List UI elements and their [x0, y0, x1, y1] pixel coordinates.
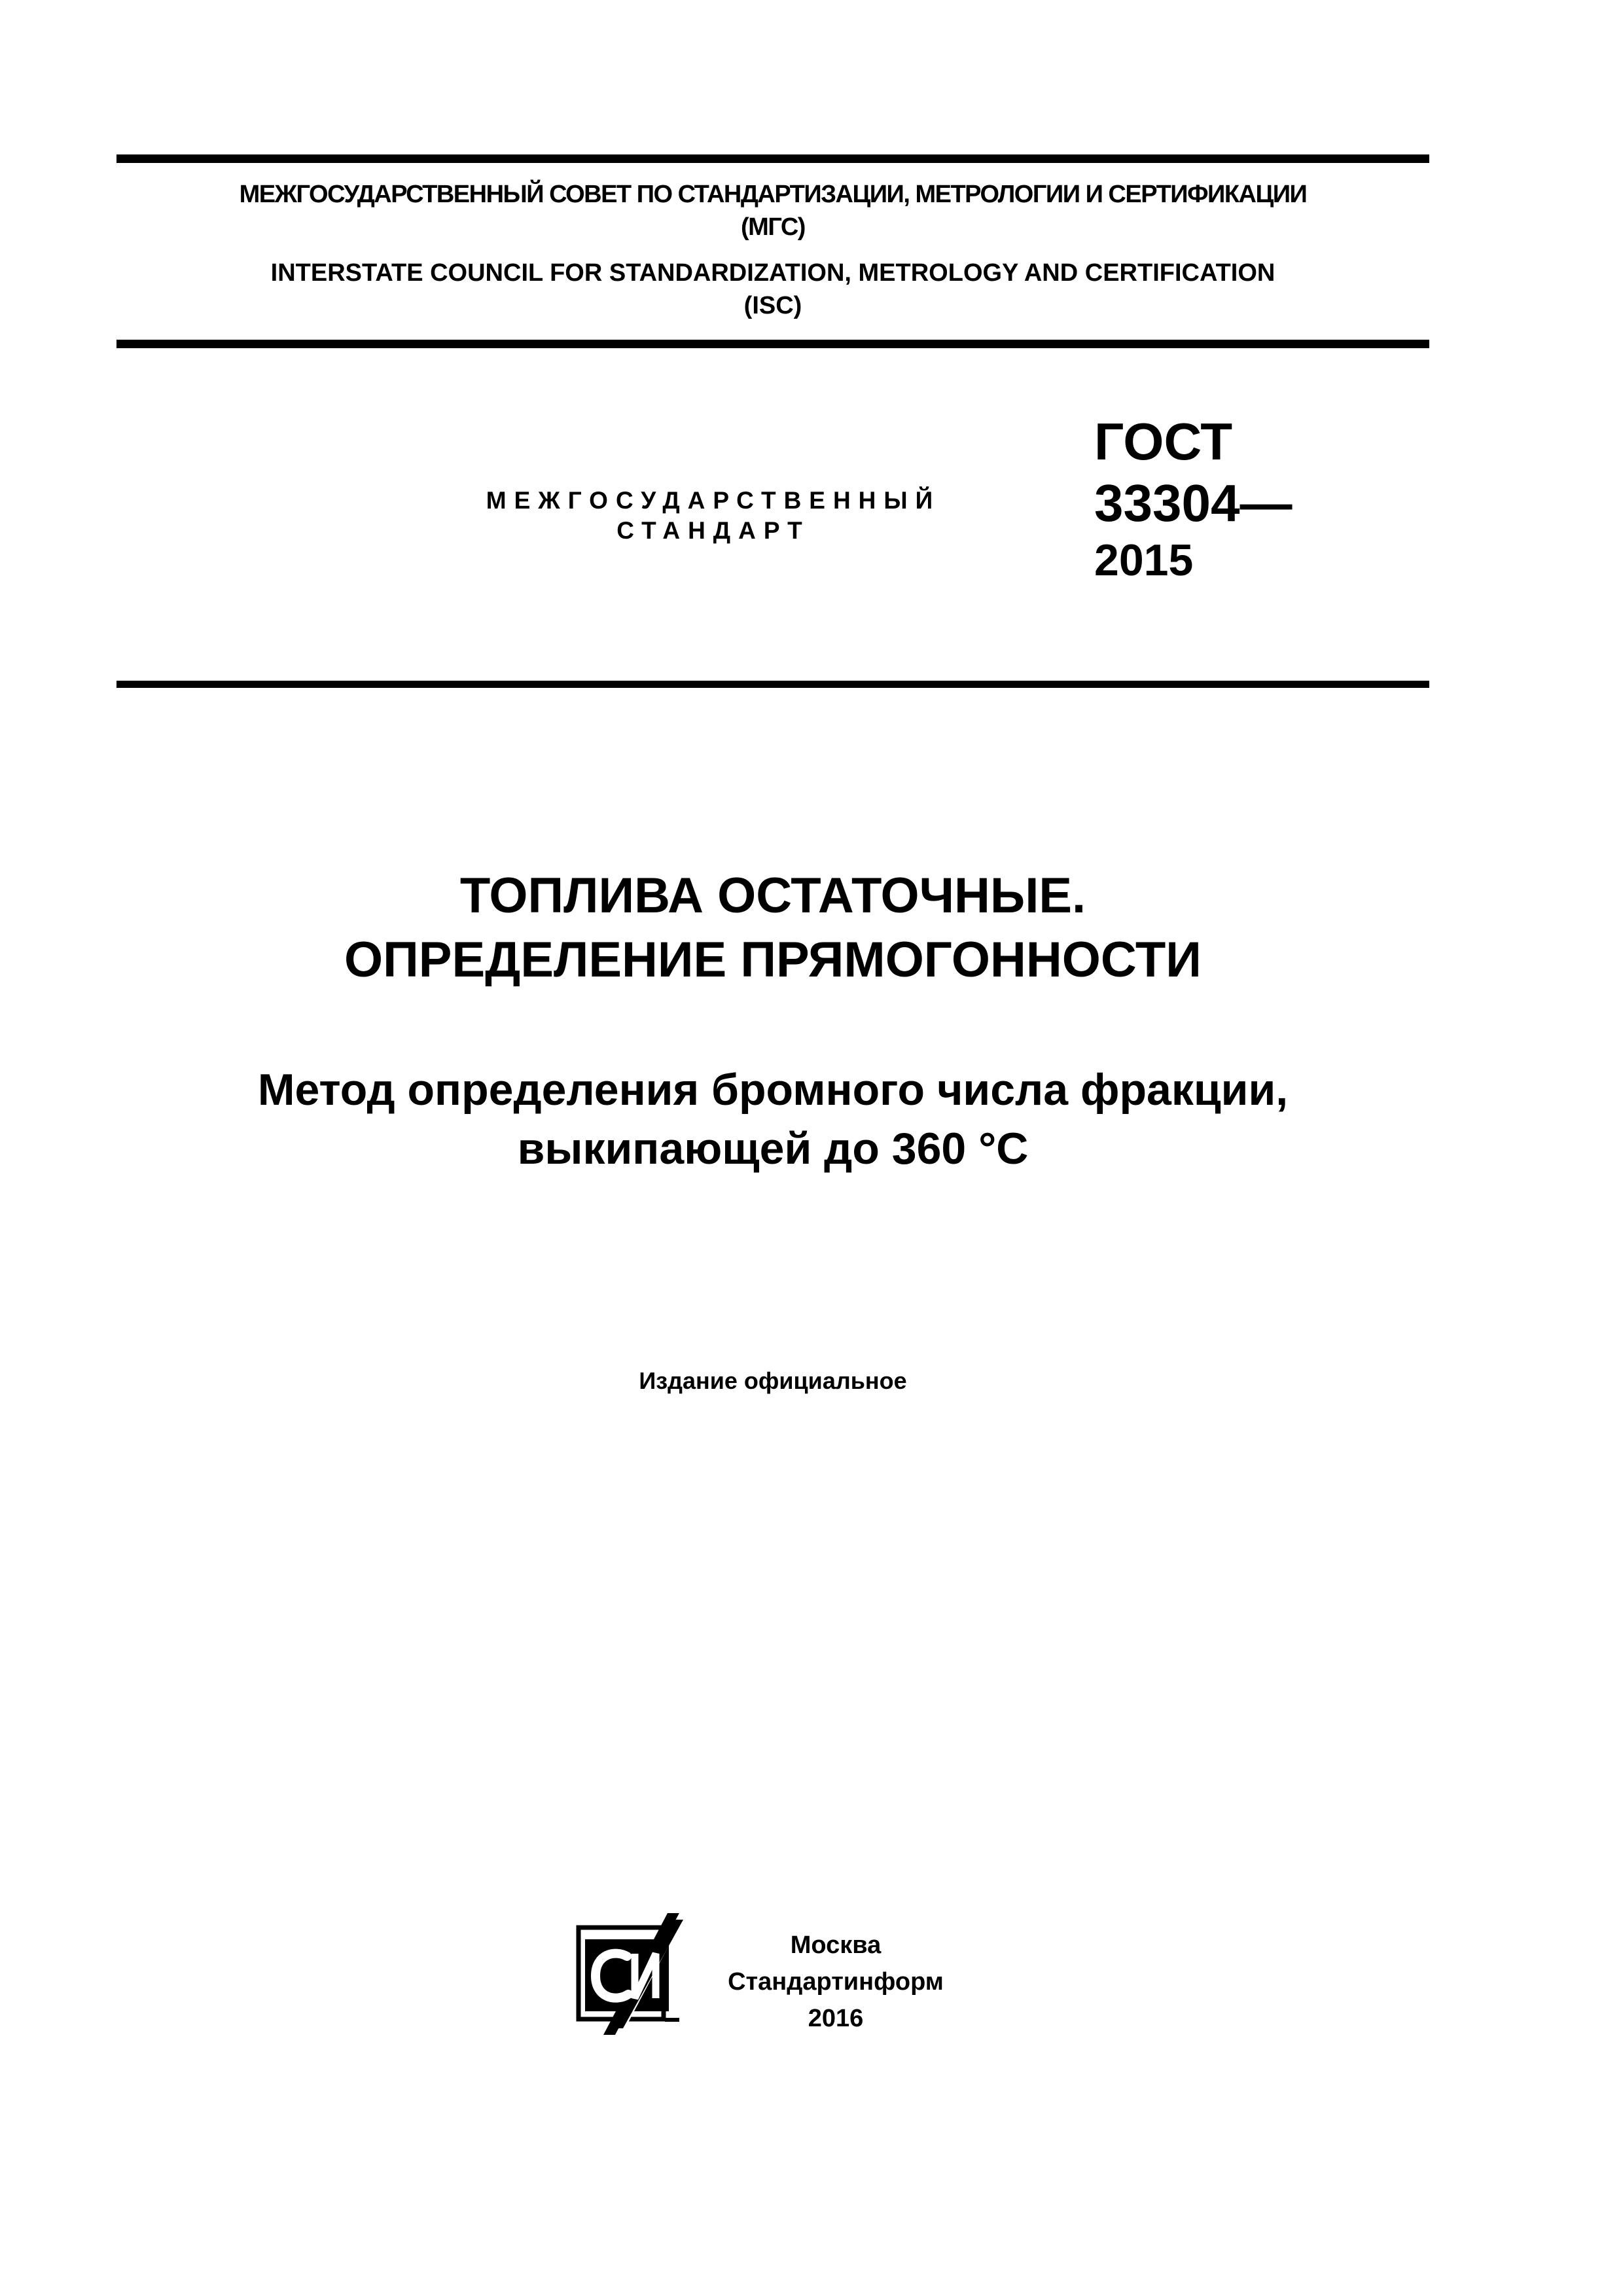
subtitle-line2: выкипающей до 360 °С — [517, 1124, 1029, 1174]
standartinform-logo-icon — [576, 1913, 686, 2035]
council-abbr-en: (ISC) — [743, 292, 802, 319]
publisher-block — [708, 1927, 963, 2037]
edition-note: Издание официальное — [639, 1367, 907, 1394]
publisher-name: Стандартинформ — [728, 1968, 944, 1996]
gost-year: 2015 — [1094, 535, 1194, 585]
title-line1: ТОПЛИВА ОСТАТОЧНЫЕ. — [459, 868, 1086, 924]
gost-label: ГОСТ — [1094, 412, 1233, 471]
standard-type-line2: СТАНДАРТ — [616, 517, 810, 544]
title-divider — [116, 681, 1429, 688]
council-abbr-ru: (МГС) — [741, 213, 805, 241]
publisher-city: Москва — [790, 1931, 882, 1959]
subtitle-line1: Метод определения бромного числа фракции, — [257, 1065, 1289, 1115]
document-subtitle — [116, 1060, 1429, 1178]
council-name-en — [116, 257, 1429, 322]
gost-number: 33304— — [1094, 474, 1293, 532]
standard-type-line1: МЕЖГОСУДАРСТВЕННЫЙ — [486, 487, 941, 514]
document-title — [116, 864, 1429, 992]
standard-type — [425, 486, 1001, 546]
publisher-year: 2016 — [808, 2005, 864, 2032]
standard-designation — [1094, 411, 1421, 586]
top-divider — [116, 154, 1429, 163]
council-name-en-text: INTERSTATE COUNCIL FOR STANDARDIZATION, METROLOGY AND CERTIFICATION — [270, 259, 1275, 287]
council-name-ru — [116, 178, 1429, 243]
header-divider — [116, 340, 1429, 348]
council-name-ru-text: МЕЖГОСУДАРСТВЕННЫЙ СОВЕТ ПО СТАНДАРТИЗАЦИИ, МЕТРОЛОГИИ И СЕРТИФИКАЦИИ — [239, 181, 1307, 208]
title-line2: ОПРЕДЕЛЕНИЕ ПРЯМОГОННОСТИ — [344, 932, 1202, 988]
